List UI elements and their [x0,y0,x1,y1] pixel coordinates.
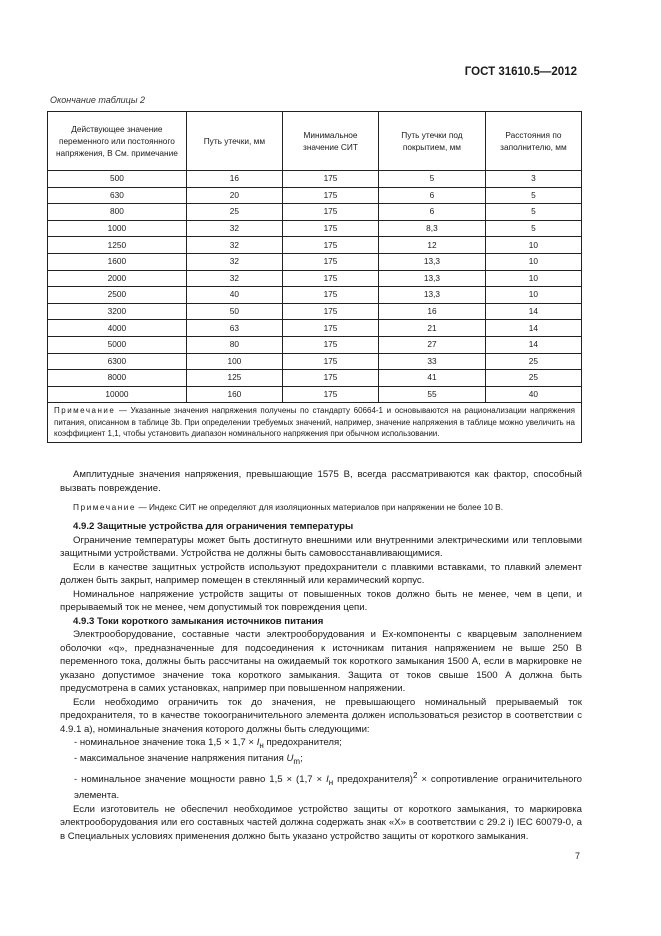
table-cell: 13,3 [379,253,486,270]
table-cell: 32 [186,270,282,287]
list-item-text: предохранителя; [263,737,342,748]
table-row [48,386,582,403]
table-cell: 160 [186,386,282,403]
table-cell: 1600 [48,253,187,270]
table-cell: 1000 [48,220,187,237]
paragraph: Электрооборудование, составные части электрооборудования и Ex-компоненты с кварцевым заполнением оболочки «q», предназначенные для подсоединения к источникам питания напряжением не выше 250 В переменного тока, должны быть рассчитаны на ожидаемый ток короткого замыкания 1500 А, если в маркировке не указано допустимое значение тока короткого замыкания. Защита от токов свыше 1500 А должна быть предусмотрена в самих установках, например при повышенном напряжении. [60,629,582,694]
table-cell: 8000 [48,370,187,387]
list-item [60,736,582,752]
table-cell: 6 [379,187,486,204]
table-cell: 63 [186,320,282,337]
table-cell: 500 [48,171,187,188]
table-cell: 6 [379,204,486,221]
paragraph: Если изготовитель не обеспечил необходимое устройство защиты от короткого замыкания, то маркировка электрооборудования или его составных частей должна содержать знак «Х» в соответствии с 29.2 i) IEC 60079-0, а в Специальных условиях применения должно быть указано устройство защиты от короткого замыкания. [60,803,582,842]
table-row [48,270,582,287]
list-item-text: × сопротивление ограничительного элемента. [74,774,582,802]
table-cell: 16 [379,303,486,320]
column-header: Минимальное значение СИТ [282,112,378,171]
table-cell: 13,3 [379,270,486,287]
table-cell: 40 [485,386,581,403]
table-row [48,336,582,353]
table-cell: 20 [186,187,282,204]
table-cell: 12 [379,237,486,254]
table-row [48,303,582,320]
table-cell: 1250 [48,237,187,254]
paragraph: Номинальное напряжение устройств защиты от повышенных токов должно быть не менее, чем в цепи, и прерываемый ток не менее, чем допустимый ток повреждения цепи. [60,588,582,613]
table-cell: 13,3 [379,287,486,304]
spacing-table [47,111,582,443]
table-cell: 40 [186,287,282,304]
table-cell: 175 [282,336,378,353]
table-cell: 630 [48,187,187,204]
table-row [48,220,582,237]
table-row [48,370,582,387]
note-text: — Указанные значения напряжения получены по стандарту 60664-1 и основываются на рационализации напряжения питания, описанном в таблице 3b. При определении требуемых значений, например, значение напряжения в таблице можно увеличить на коэффициент 1,1, чтобы установить диапазон номинального напряжения при обычном использовании. [54,406,575,438]
table-cell: 175 [282,220,378,237]
table-cell: 4000 [48,320,187,337]
table-cell: 175 [282,287,378,304]
table-cell: 25 [186,204,282,221]
symbol: I [256,737,260,748]
table-cell: 5 [485,220,581,237]
table-cell: 6300 [48,353,187,370]
table-cell: 25 [485,353,581,370]
paragraph: Если необходимо ограничить ток до значения, не превышающего номинальный прерываемый ток предохранителя, то в качестве токоограничительного элемента должен использоваться резистор в соответствии с 4.9.1 а), номинальные значения которого должны быть следующими: [60,696,582,735]
table-cell: 33 [379,353,486,370]
table-cell: 21 [379,320,486,337]
table-cell: 80 [186,336,282,353]
table-cell: 14 [485,336,581,353]
column-header: Путь утечки, мм [186,112,282,171]
table-cell: 25 [485,370,581,387]
list-item-text: - номинальное значение тока 1,5 × 1,7 × [74,737,257,748]
table-cell: 14 [485,303,581,320]
table-cell: 32 [186,253,282,270]
note-label: Примечание [54,406,116,416]
symbol: U [286,753,294,765]
table-cell: 16 [186,171,282,188]
paragraph: Ограничение температуры может быть достигнуто внешними или внутренними электрическими или тепловыми защитными устройствами. Устройства не должны быть самовосстанавливающимися. [60,534,582,559]
table-row [48,287,582,304]
table-cell: 3 [485,171,581,188]
table-cell: 10 [485,237,581,254]
table-cell: 32 [186,237,282,254]
list-item-text: - номинальное значение мощности равно 1,5 × (1,7 × [74,774,327,785]
table-cell: 14 [485,320,581,337]
column-header: Действующее значение переменного или постоянного напряжения, В См. примечание [48,112,187,171]
section-heading: 4.9.3 Токи короткого замыкания источников питания [73,615,324,627]
table-cell: 10000 [48,386,187,403]
table-row [48,204,582,221]
table-cell: 175 [282,320,378,337]
paragraph: Если в качестве защитных устройств используют предохранители с плавкими вставками, то плавкий элемент должен быть закрыт, например помещен в стеклянный или керамический корпус. [60,561,582,586]
list-item-text: предохранителя) [333,774,413,785]
note-text: — Индекс СИТ не определяют для изоляционных материалов при напряжении не более 10 В. [136,502,504,512]
column-header: Расстояния по заполнителю, мм [485,112,581,171]
table-body [48,171,582,403]
table-cell: 2500 [48,287,187,304]
table-cell: 125 [186,370,282,387]
table-cell: 5 [379,171,486,188]
table-row [48,171,582,188]
list-item-text: ; [300,753,303,765]
table-cell: 175 [282,204,378,221]
note-label: Примечание [73,502,137,512]
table-cell: 100 [186,353,282,370]
table-note-row [48,403,582,443]
table-cell: 8,3 [379,220,486,237]
table-cell: 5000 [48,336,187,353]
table-row [48,320,582,337]
table-cell: 10 [485,253,581,270]
page-number: 7 [575,851,581,861]
table-cell: 55 [379,386,486,403]
table-cell: 800 [48,204,187,221]
table-cell: 175 [282,353,378,370]
table-cell: 41 [379,370,486,387]
table-header-row [48,112,582,171]
table-cell: 175 [282,237,378,254]
table-cell: 3200 [48,303,187,320]
table-row [48,253,582,270]
symbol: I [326,774,329,785]
table-cell: 27 [379,336,486,353]
table-row [48,237,582,254]
table-cell: 2000 [48,270,187,287]
table-cell: 5 [485,187,581,204]
table-cell: 175 [282,270,378,287]
list-item [60,769,582,803]
table-cell: 5 [485,204,581,221]
table-cell: 175 [282,171,378,188]
table-cell: 10 [485,287,581,304]
table-caption: Окончание таблицы 2 [50,95,145,105]
paragraph: Амплитудные значения напряжения, превышающие 1575 В, всегда рассматриваются как фактор, способный вызвать повреждение. [60,469,582,494]
table-cell: 175 [282,370,378,387]
table-cell: 50 [186,303,282,320]
symbol-subscript: m [293,757,301,767]
table-note [48,403,582,443]
table-row [48,187,582,204]
note-paragraph [60,501,582,514]
section-heading: 4.9.2 Защитные устройства для ограничения температуры [73,521,354,532]
list-item [60,752,582,768]
table-cell: 175 [282,253,378,270]
table-cell: 175 [282,386,378,403]
body-text [60,468,582,843]
symbol-subscript: н [328,777,334,787]
column-header: Путь утечки под покрытием, мм [379,112,486,171]
symbol-subscript: н [259,740,264,750]
symbol-superscript: 2 [413,770,418,780]
table-row [48,353,582,370]
table-cell: 10 [485,270,581,287]
table-cell: 175 [282,303,378,320]
table-cell: 32 [186,220,282,237]
table-cell: 175 [282,187,378,204]
list-item-text: - максимальное значение напряжения питания [74,753,287,765]
standard-header: ГОСТ 31610.5—2012 [464,66,577,78]
